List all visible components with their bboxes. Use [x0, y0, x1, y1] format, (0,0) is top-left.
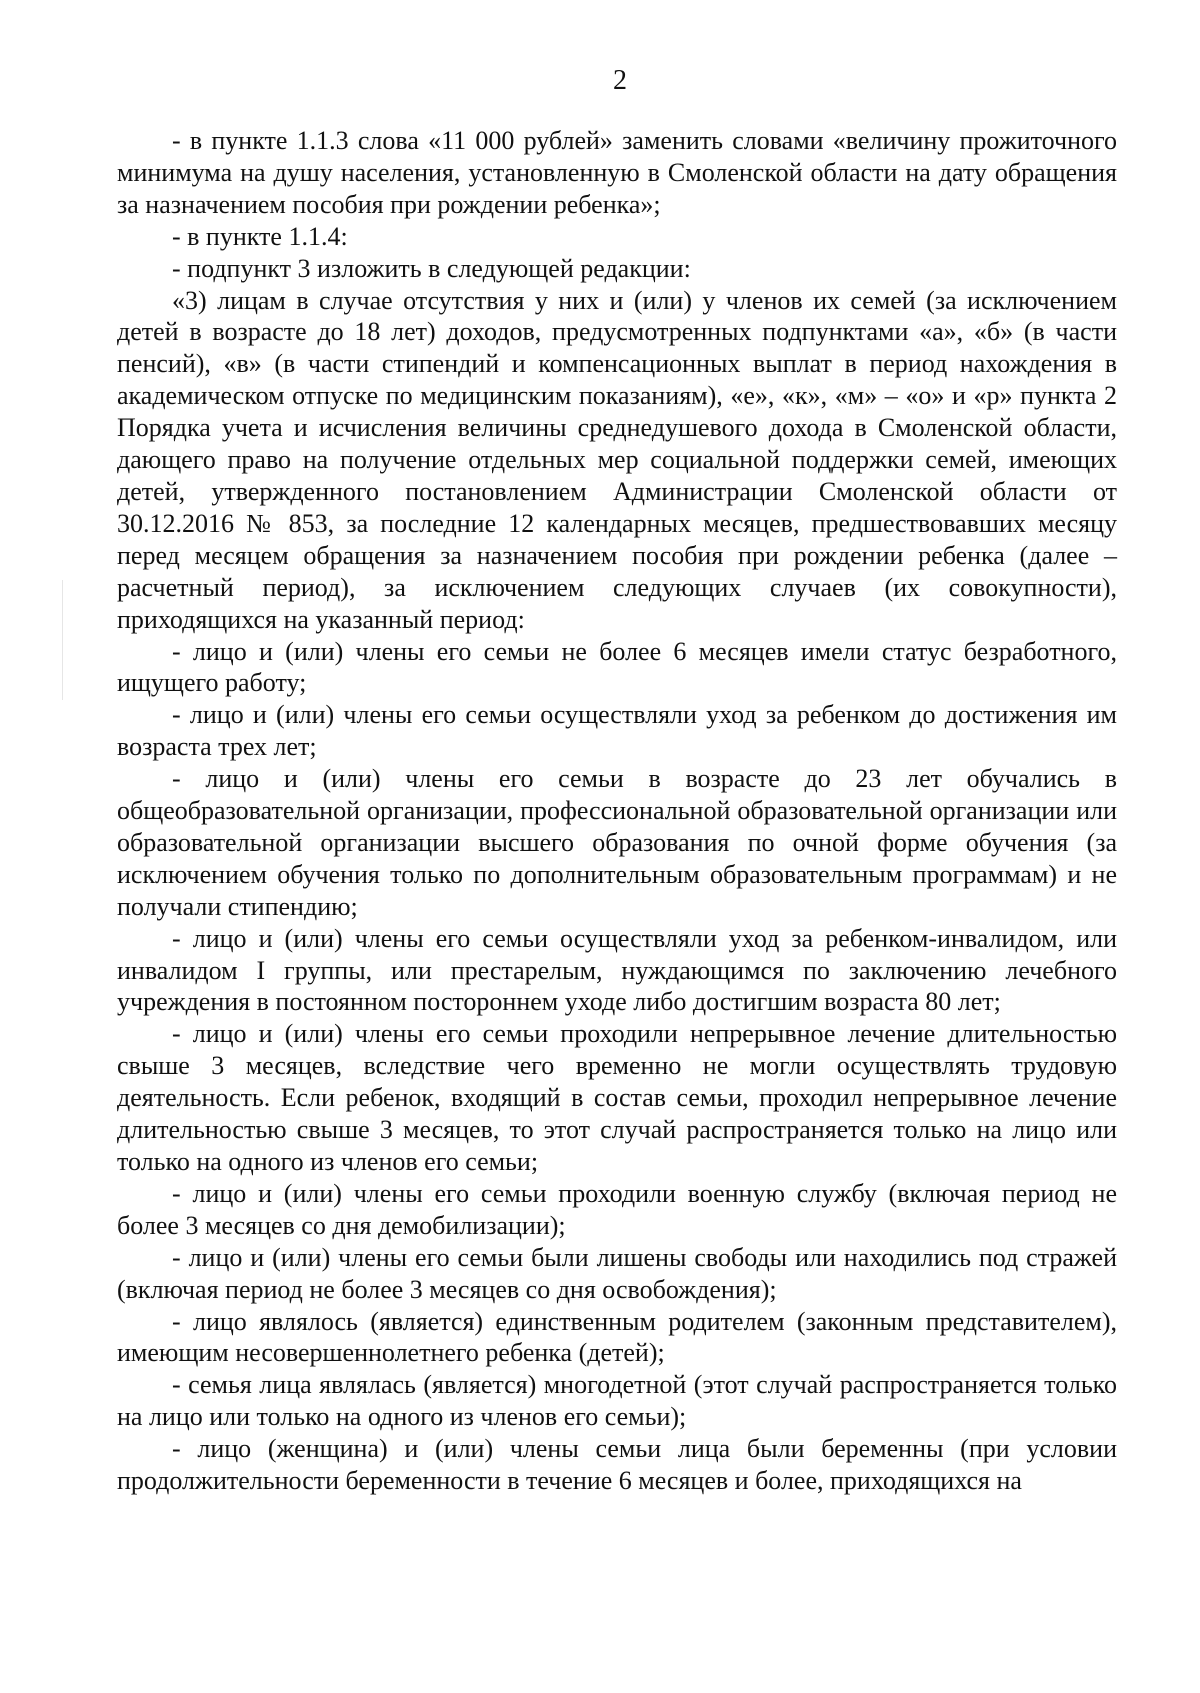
paragraph-item-1-1-4: - в пункте 1.1.4:	[172, 221, 348, 251]
paragraph-case-large-family: - семья лица являлась (является) многодетной (этот случай распространяется только на лицо или только на одного из членов его семьи);	[117, 1370, 1117, 1432]
document-body	[117, 125, 1117, 1497]
paragraph-case-treatment: - лицо и (или) члены его семьи проходили непрерывное лечение длительностью свыше 3 месяцев, вследствие чего временно не могли осуществлять трудовую деятельность. Если ребенок, входящий в состав семьи, проходил непрерывное лечение длительностью свыше 3 месяцев, то этот случай распространяется только на лицо или только на одного из членов его семьи;	[117, 1019, 1117, 1176]
paragraph-case-disabled-care: - лицо и (или) члены его семьи осуществляли уход за ребенком-инвалидом, или инвалидом I группы, или престарелым, нуждающимся по заключению лечебного учреждения в постоянном постороннем уходе либо достигшим возраста 80 лет;	[117, 923, 1117, 1017]
paragraph-case-unemployed: - лицо и (или) члены его семьи не более 6 месяцев имели статус безработного, ищущего работу;	[117, 636, 1117, 698]
paragraph-case-pregnancy: - лицо (женщина) и (или) члены семьи лица были беременны (при условии продолжительности беременности в течение 6 месяцев и более, приходящихся на	[117, 1434, 1117, 1496]
paragraph-case-single-parent: - лицо являлось (является) единственным родителем (законным представителем), имеющим несовершеннолетнего ребенка (детей);	[117, 1306, 1117, 1368]
scan-margin-mark	[62, 580, 63, 700]
paragraph-case-imprisonment: - лицо и (или) члены его семьи были лишены свободы или находились под стражей (включая период не более 3 месяцев со дня освобождения);	[117, 1242, 1117, 1304]
paragraph-subitem-3-text: «3) лицам в случае отсутствия у них и (или) у членов их семей (за исключением детей в возрасте до 18 лет) доходов, предусмотренных подпунктами «а», «б» (в части пенсий), «в» (в части стипендий и компенсационных выплат в период нахождения в академическом отпуске по медицинским показаниям), «е», «к», «м» – «о» и «р» пункта 2 Порядка учета и исчисления величины среднедушевого дохода в Смоленской области, дающего право на получение отдельных мер социальной поддержки семей, имеющих детей, утвержденного постановлением Администрации Смоленской области от 30.12.2016 № 853, за последние 12 календарных месяцев, предшествовавших месяцу перед месяцем обращения за назначением пособия при рождении ребенка (далее – расчетный период), за исключением следующих случаев (их совокупности), приходящихся на указанный период:	[117, 285, 1117, 634]
paragraph-case-education: - лицо и (или) члены его семьи в возрасте до 23 лет обучались в общеобразовательной организации, профессиональной образовательной организации или образовательной организации высшего образования по очной форме обучения (за исключением обучения только по дополнительным образовательным программам) и не получали стипендию;	[117, 764, 1117, 921]
paragraph-case-child-care: - лицо и (или) члены его семьи осуществляли уход за ребенком до достижения им возраста трех лет;	[117, 700, 1117, 762]
page-number: 2	[613, 65, 627, 96]
paragraph-item-1-1-3: - в пункте 1.1.3 слова «11 000 рублей» заменить словами «величину прожиточного минимума на душу населения, установленную в Смоленской области на дату обращения за назначением пособия при рождении ребенка»;	[117, 126, 1117, 219]
paragraph-subitem-3-intro: - подпункт 3 изложить в следующей редакции:	[172, 253, 691, 283]
paragraph-case-military: - лицо и (или) члены его семьи проходили военную службу (включая период не более 3 месяцев со дня демобилизации);	[117, 1178, 1117, 1240]
